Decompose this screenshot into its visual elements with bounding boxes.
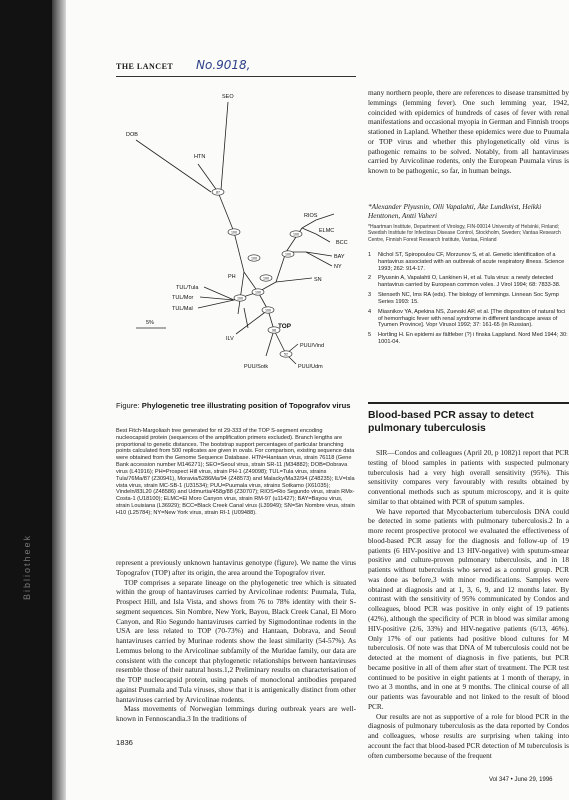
- paragraph: Mass movements of Norwegian lemmings during outbreak years are well-known in Fennoscandia.3 In the traditions of: [116, 704, 356, 724]
- figure-caption: Best Fitch-Margoliash tree generated for nt 29-333 of the TOP S-segment encoding nucleocapsid protein (sequences of the amplification primers excluded). Branch lengths are proportional to genetic distances. The bootstrap support percentages of particular branching points calculated from 500 replicates are given in ovals. For comparison, existing sequence data were obtained from the Genome Sequence Database. HTN=Hantaan virus, strain 76118 (Gene Bank accession number M146271); SEO=Seoul virus, strain SR-11 (M34882); DOB=Dobrava virus (L41916); PH=Prospect Hill virus, strain PH-1 (Z49098); TUL=Tula virus, strains Tula/76Ma/87 (Z30941), Moravia/5286Ma/94 (Z48573) and Malacky/Ma32/94 (Z48235); ILV=Isla vista virus, strain MC-SB-1 (U31534); PUU=Puumala virus, strains Sotkamo (X61035); Vindeln/83L20 (Z48586) and Udmurtia/458g/88 (Z30707); RIOS=Rio Segundo virus, strain RMx-Costa-1 (U18100); ELMC=El Moro Canyon virus, strain RM-97 (u11427); BAY=Bayou virus, strain Louisiana (L36929); BCC=Black Creek Canal virus (L39949); SN=Sin Nombre virus, strain H10 (L25784); NY=New York virus, strain RI-1 (U09488).: [116, 428, 355, 516]
- reference-text: Stenseth NC, Ims RA (eds). The biology of lemmings. Linnean Soc Symp Series 1993: 15.: [378, 292, 559, 305]
- page-gutter: [52, 0, 66, 800]
- reference-item: [368, 309, 569, 329]
- header-rule: [116, 76, 356, 77]
- paragraph: represent a previously unknown hantavirus genotype (figure). We name the virus Topografov (TOP) after its origin, the area around the Topografov river.: [116, 558, 356, 577]
- binder-edge: [0, 0, 52, 800]
- reference-text: Plyusnin A, Vapalahti O, Lankinen H, et al. Tula virus: a newly detected hantavirus carried by European common voles. J Virol 1994; 68: 7833-38.: [378, 275, 561, 289]
- page-number: 1836: [116, 738, 133, 747]
- reference-item: [368, 332, 569, 346]
- taxon-label: RIOS: [304, 213, 318, 219]
- taxon-label: PH: [228, 274, 236, 280]
- taxon-label: ELMC: [319, 228, 335, 234]
- bootstrap-value: 100: [237, 296, 243, 301]
- right-body-text: [368, 448, 569, 761]
- reference-number: 5: [368, 332, 372, 339]
- figure-title: [116, 402, 356, 411]
- taxon-label: TUL/Mal: [172, 306, 193, 312]
- taxon-label: PUU/Udm: [298, 364, 323, 370]
- paragraph: Our results are not as supportive of a role for blood PCR in the diagnosis of pulmonary tuberculosis as the data reported by Condos and colleagues, whose results are surprising when taking into account the fact that blood-based PCR detection of M tuberculosis is often cumbersome because of the frequent: [368, 711, 569, 760]
- taxon-label: HTN: [194, 154, 206, 160]
- left-body-text: [116, 558, 356, 724]
- figure-title-text: Phylogenetic tree illustrating position of Topografov virus: [141, 401, 351, 410]
- author-list: *Alexander Plyusnin, Olli Vapalahti, Åke Lundkvist, Heikki Henttonen, Antti Vaheri: [368, 202, 542, 221]
- reference-text: Hortling H. En epidemi av fältfeber (?) i finska Lappland. Nord Med 1944; 30: 1001-04.: [378, 332, 568, 345]
- paragraph: We have reported that Mycobacterium tuberculosis DNA could be detected in some patients with pulmonary tuberculosis.2 In a more recent prospective protocol we evaluated the effectiveness of blood-based PCR assay for the diagnosis and follow-up of 19 patients (6 HIV-positive and 13 HIV-negative) with sputum-smear positive and culture-proven pulmonary tuberculosis, and in 18 patients without tuberculosis who served as a control group. PCR was done as before,3 with minor modifications. Samples were obtained at diagnosis and at 1, 3, 6, 9, and 12 months later. By contrast with the sensitivity of 95% communicated by Condos and colleagues, blood PCR was positive in only eight of 19 patients (42%), although the specificity of PCR in blood was similar among HIV-positive (2/6, 33%) and HIV-negative patients (6/13, 46%). Only 17% of our patients had positive blood cultures for M tuberculosis. Of note was that DNA of M tuberculosis could not be detected at the moment of diagnosis in five patients, but PCR became positive in all of them after start of treatment. The PCR test continued to be positive in eight patients at 1 month of therapy, in two at 3 months, and in one at 9 months. The clinical course of all our patients was favourable and not linked to the result of blood PCR.: [368, 506, 569, 711]
- taxon-label: DOB: [126, 132, 138, 138]
- scale-bar-label: 5%: [146, 320, 154, 326]
- taxon-label-top: TOP: [278, 323, 292, 330]
- author-affiliation: *Haartman Institute, Department of Virology, FIN-00014 University of Helsinki, Finland; Swedish Institute for Infectious Disease Control, Stockholm, Sweden; Vantaa Research Centre, Finnish Forest Research Institute, Vantaa, Finland: [368, 224, 561, 243]
- taxon-label: TUL/Tula: [176, 285, 199, 291]
- reference-item: [368, 292, 569, 306]
- reference-number: 2: [368, 275, 372, 282]
- reference-item: [368, 275, 569, 289]
- bootstrap-value: 100: [251, 256, 257, 261]
- bootstrap-value: 98: [272, 328, 276, 333]
- taxon-label: PUU/Vind: [300, 343, 325, 349]
- bootstrap-value: 100: [265, 308, 271, 313]
- reference-item: [368, 252, 569, 272]
- figure-title-prefix: Figure:: [116, 401, 142, 410]
- reference-list: [368, 252, 569, 349]
- bootstrap-value: 100: [293, 232, 299, 237]
- bootstrap-value: 100: [285, 252, 291, 257]
- reference-number: 4: [368, 308, 372, 315]
- reference-number: 3: [368, 292, 372, 299]
- taxon-label: TUL/Mor: [172, 295, 194, 301]
- section-divider: [368, 402, 569, 404]
- bootstrap-value: 100: [263, 276, 269, 281]
- phylogenetic-tree-figure: [116, 82, 356, 402]
- bootstrap-value: 100: [255, 290, 261, 295]
- taxon-label: SN: [314, 277, 322, 283]
- taxon-label: PUU/Sotk: [244, 364, 269, 370]
- journal-page: [66, 0, 569, 800]
- volume-info: Vol 347 • June 29, 1996: [489, 777, 553, 783]
- reference-text: Nichol ST, Spiropoulou CF, Morzunov S, et al. Genetic identification of a hantavirus associated with an outbreak of acute respiratory illness. Science 1993; 262: 914-17.: [378, 252, 565, 272]
- reference-text: Miasnikov YA, Apekina NS, Zuevski AP, et al. [The disposition of natural foci of hemorrhagic fever with renal syndrome in different landscape areas of Tyumen Province]. Vopr Virusol 1992; 37: 161-65 (in Russian).: [378, 308, 566, 329]
- taxon-label: SEO: [222, 94, 234, 100]
- bootstrap-value: 87: [216, 190, 220, 195]
- bootstrap-value: 52: [284, 352, 288, 357]
- paragraph: many northern people, there are references to disease transmitted by lemmings (lemming fever). One such lemming year, 1942, coincided with epidemics of hundreds of cases of fever with renal manifestations and occasional myopia in German and Finnish troops stationed in Lapland. Whether these epidemics were due to Puumala or TOP virus and whether this phylogenetically old virus is pathogenic remains to be solved. Notably, from all hantaviruses carried by Arvicolinae rodents, only the European Puumala virus is known to be pathogenic, so far, in human beings.: [368, 88, 569, 176]
- right-top-text: [368, 88, 569, 176]
- spine-label: Bibliotheek: [22, 533, 32, 600]
- bootstrap-ovals: [212, 189, 302, 357]
- handwritten-note: No.9018,: [196, 58, 251, 72]
- paragraph: TOP comprises a separate lineage on the phylogenetic tree which is situated within the group of hantaviruses carried by Arvicolinae rodents: Puumala, Tula, Prospect Hill, and Isla Vista, and shows from 76 to 78% identity with their S-segment sequences. Sin Nombre, New York, Bayou, Black Creek Canal, El Moro Canyon, and Rio Segundo hantaviruses carried by Sigmodontinae rodents in the USA are less related to TOP (70-73%) and Hantaan, Dobrava, and Seoul hantaviruses carried by Murinae rodents show the least similarity (54-57%). As Lemmus belong to the Arvicolinae subfamily of the Muridae family, our data are consistent with the concept that phylogenetic relationships between hantaviruses resemble those of their natural hosts.1,2 Preliminary results on characterisation of the TOP nucleocapsid protein, using panels of monoclonal antibodies prepared against Puumala and Tula viruses, show that it is antigenically distinct from other hantaviruses carried by Arvicolinae rodents.: [116, 577, 356, 704]
- taxon-label: NY: [334, 264, 342, 270]
- letter-headline: Blood-based PCR assay to detect pulmonary tuberculosis: [368, 410, 534, 434]
- taxon-label: BAY: [334, 254, 345, 260]
- reference-number: 1: [368, 252, 372, 258]
- journal-header: THE LANCET: [116, 62, 174, 71]
- bootstrap-value: 100: [231, 230, 237, 235]
- taxon-label: ILV: [226, 336, 234, 342]
- paragraph: SIR—Condos and colleagues (April 20, p 1082)1 report that PCR testing of blood samples in patients with suspected pulmonary tuberculosis had a very high overall sensitivity (95%). This sensitivity compares very favourably with results obtained by conventional methods such as sputum microscopy, and it is quite similar to that obtained with PCR of sputum samples.: [368, 448, 569, 506]
- taxon-label: BCC: [336, 240, 348, 246]
